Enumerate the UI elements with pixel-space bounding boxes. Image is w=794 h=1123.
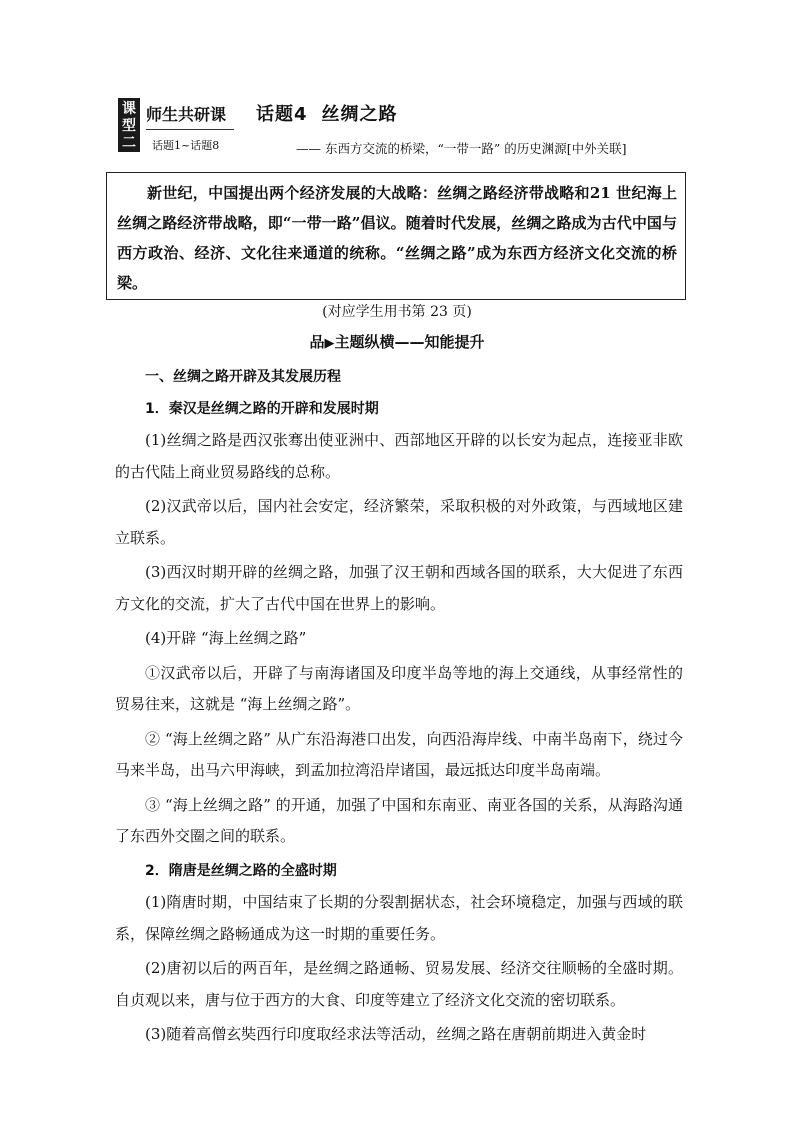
play-arrow-icon: ▶ bbox=[324, 336, 335, 351]
subheading-1: 1．秦汉是丝绸之路的开辟和发展时期 bbox=[145, 400, 379, 417]
course-type: 师生共研课 bbox=[146, 105, 227, 124]
badge-char: 课 bbox=[122, 101, 136, 117]
badge-char: 型 bbox=[122, 118, 136, 134]
paragraph: ①汉武帝以后，开辟了与南海诸国及印度半岛等地的海上交通线，从事经常性的贸易往来，这就是 “海上丝绸之路”。 bbox=[115, 663, 683, 713]
paragraph: ③ “海上丝绸之路” 的开通，加强了中国和东南亚、南亚各国的关系，从海路沟通了东西外交圈之间的联系。 bbox=[115, 795, 683, 845]
intro-text: 新世纪，中国提出两个经济发展的大战略：丝绸之路经济带战略和21 世纪海上丝绸之路经济带战略，即“一带一路”倡议。随着时代发展，丝绸之路成为古代中国与西方政治、经济、文化往来通道的统称。“丝绸之路”成为东西方经济文化交流的桥梁。 bbox=[117, 184, 677, 292]
intro-box bbox=[106, 172, 686, 300]
lesson-type-badge bbox=[118, 98, 140, 152]
subheading-2: 2．隋唐是丝绸之路的全盛时期 bbox=[145, 862, 337, 879]
paragraph: (1)隋唐时期，中国结束了长期的分裂割据状态，社会环境稳定，加强与西域的联系，保障丝绸之路畅通成为这一时期的重要任务。 bbox=[115, 893, 683, 943]
topic-subtitle: —— 东西方交流的桥梁，“一带一路” 的历史渊源[中外关联] bbox=[296, 141, 627, 156]
section-title bbox=[0, 331, 794, 352]
page-header bbox=[118, 96, 678, 162]
paragraph: (3)西汉时期开辟的丝绸之路，加强了汉王朝和西域各国的联系，大大促进了东西方文化的交流，扩大了古代中国在世界上的影响。 bbox=[115, 563, 683, 613]
paragraph: (1)丝绸之路是西汉张骞出使亚洲中、西部地区开辟的以长安为起点，连接亚非欧的古代陆上商业贸易路线的总称。 bbox=[115, 431, 683, 481]
badge-char: 二 bbox=[122, 135, 136, 151]
section-title-text: 主题纵横——知能提升 bbox=[334, 333, 485, 351]
paragraph: (3)随着高僧玄奘西行印度取经求法等活动，丝绸之路在唐朝前期进入黄金时 bbox=[145, 1025, 647, 1043]
topic-range: 话题1~话题8 bbox=[152, 139, 220, 152]
heading-1: 一、丝绸之路开辟及其发展历程 bbox=[145, 369, 341, 385]
topic-name: 丝绸之路 bbox=[321, 104, 398, 125]
course-divider bbox=[146, 129, 234, 130]
section-prefix: 品 bbox=[309, 333, 325, 351]
paragraph: ② “海上丝绸之路” 从广东沿海港口出发，向西沿海岸线、中南半岛南下，绕过今马来半岛，出马六甲海峡，到孟加拉湾沿岸诸国，最远抵达印度半岛南端。 bbox=[115, 729, 683, 779]
topic-title bbox=[256, 100, 398, 126]
paragraph: (4)开辟 “海上丝绸之路” bbox=[145, 629, 307, 647]
book-reference: (对应学生用书第 23 页) bbox=[322, 304, 472, 320]
main-content bbox=[115, 362, 683, 1054]
topic-label: 话题4 bbox=[256, 104, 308, 125]
paragraph: (2)汉武帝以后，国内社会安定，经济繁荣，采取积极的对外政策，与西域地区建立联系。 bbox=[115, 497, 683, 547]
paragraph: (2)唐初以后的两百年，是丝绸之路通畅、贸易发展、经济交往顺畅的全盛时期。自贞观以来，唐与位于西方的大食、印度等建立了经济文化交流的密切联系。 bbox=[115, 959, 683, 1009]
